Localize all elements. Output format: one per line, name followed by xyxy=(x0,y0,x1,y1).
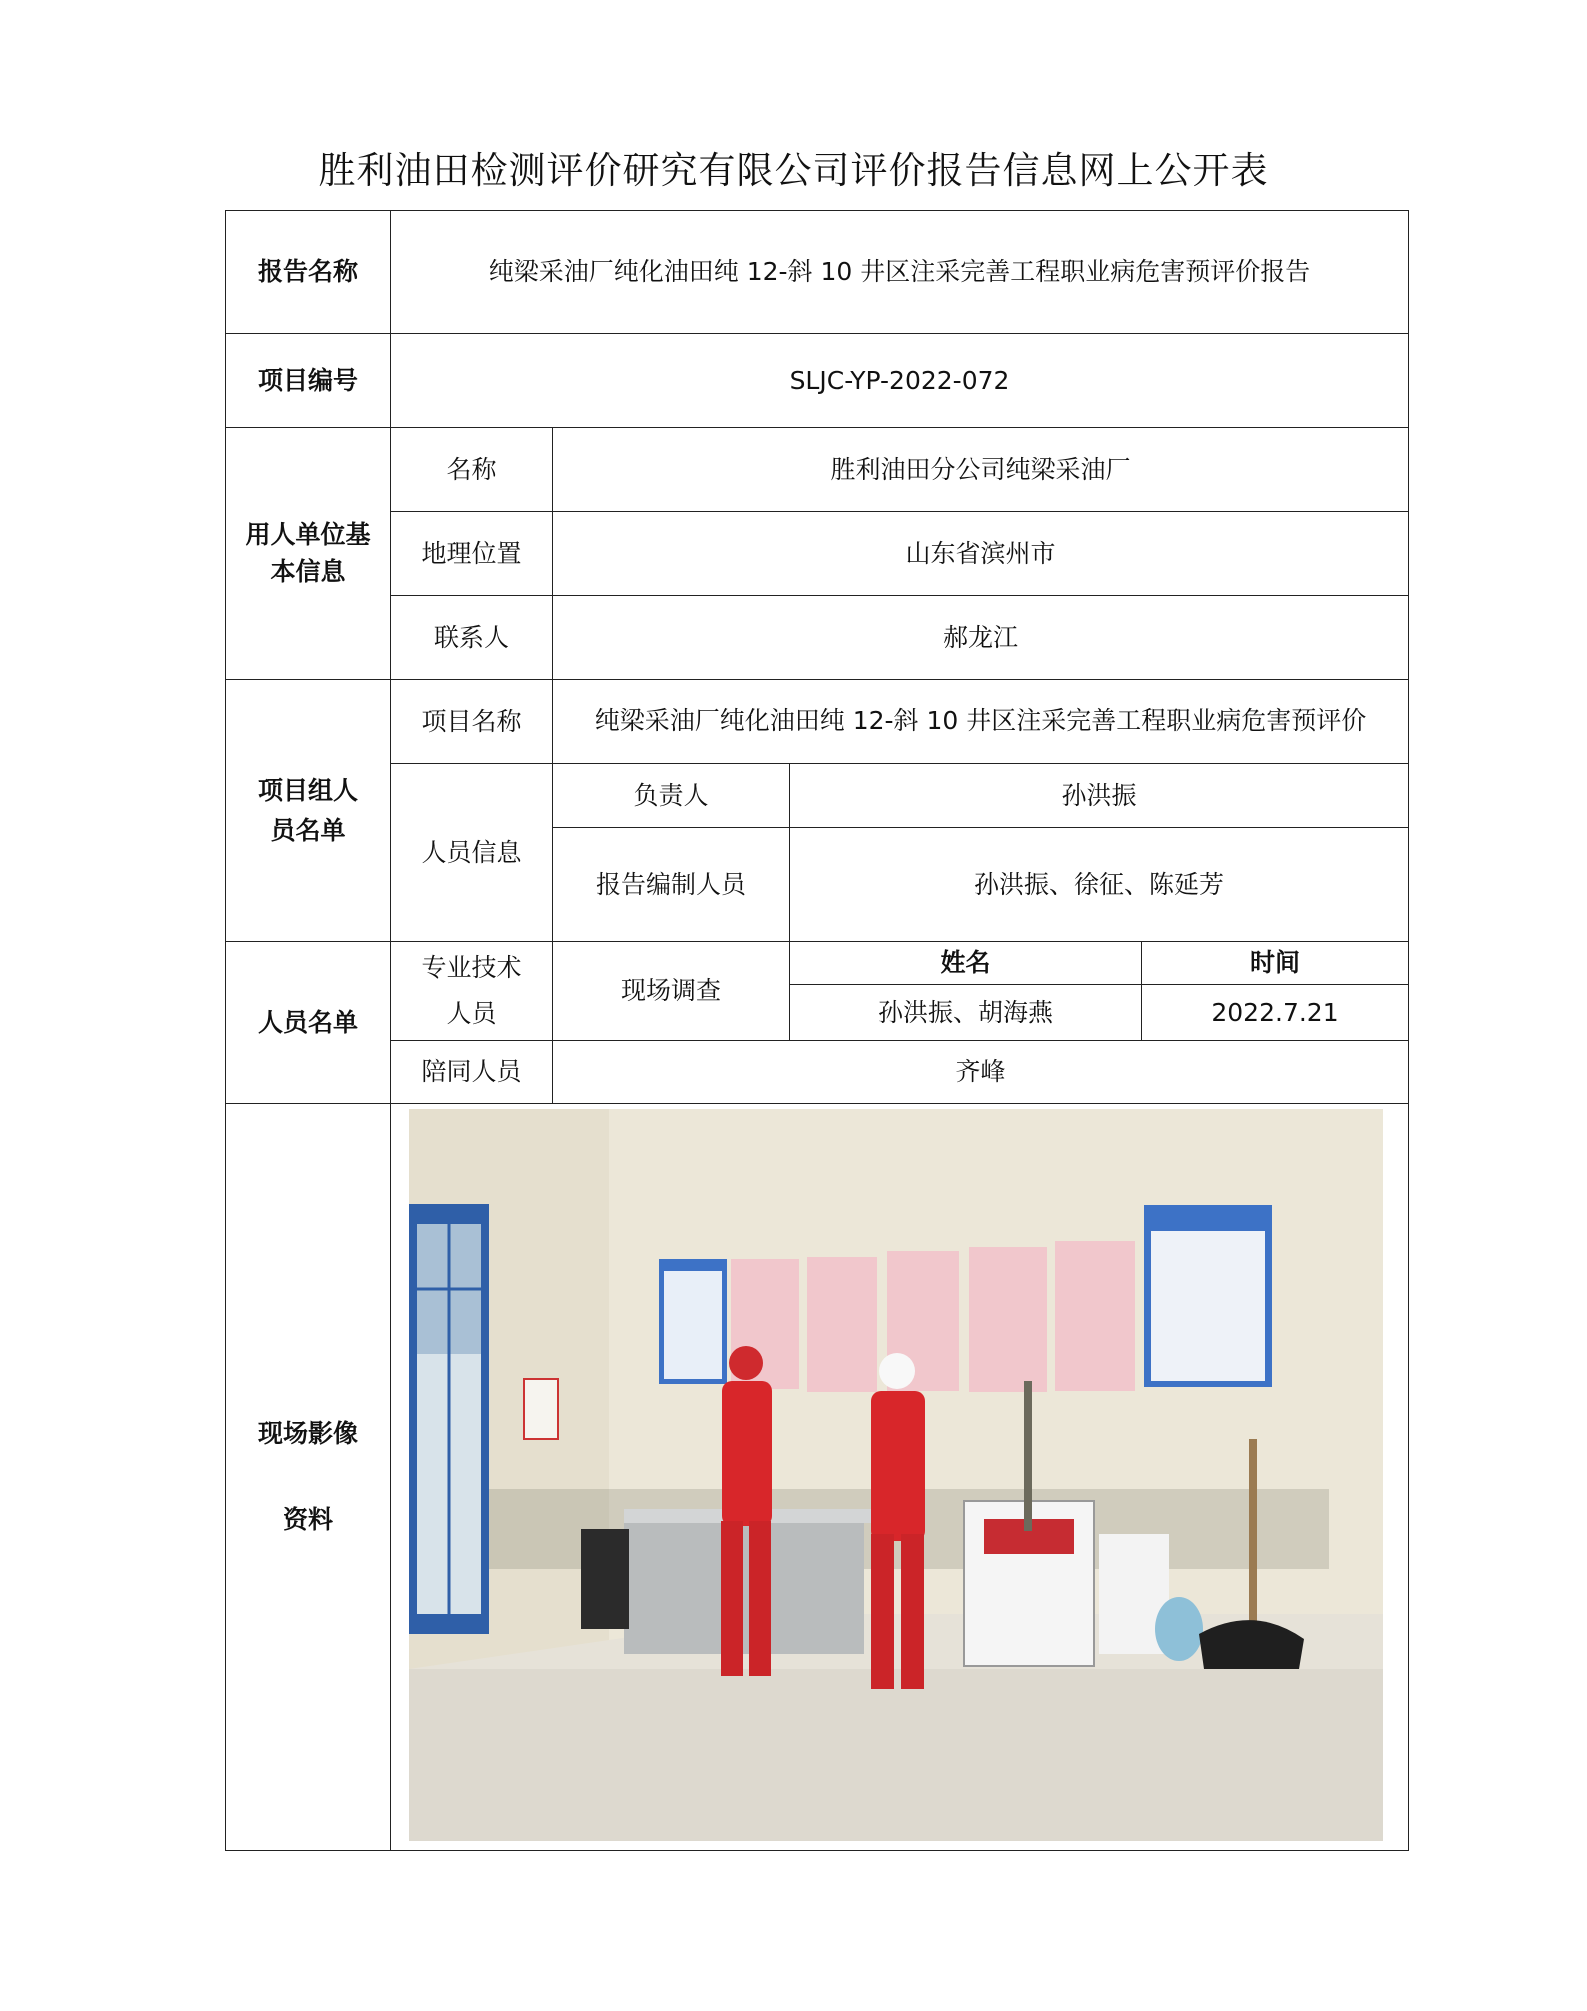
report-name-label: 报告名称 xyxy=(226,211,391,334)
employer-location-label: 地理位置 xyxy=(391,512,553,596)
team-section-text: 项目组人员名单 xyxy=(257,775,358,845)
employer-section-text: 用人单位基本信息 xyxy=(245,520,371,586)
team-section-label xyxy=(226,680,391,942)
survey-label: 现场调查 xyxy=(553,942,790,1041)
employer-name-label: 名称 xyxy=(391,428,553,512)
name-header: 姓名 xyxy=(790,942,1142,985)
staff-section-label: 人员名单 xyxy=(226,942,391,1104)
employer-name-value: 胜利油田分公司纯梁采油厂 xyxy=(553,428,1409,512)
accompany-label: 陪同人员 xyxy=(391,1041,553,1104)
photo-label-line1: 现场影像 xyxy=(257,1418,358,1448)
survey-names: 孙洪振、胡海燕 xyxy=(790,985,1142,1041)
employer-location-value: 山东省滨州市 xyxy=(553,512,1409,596)
employer-section-label xyxy=(226,428,391,680)
disclosure-table xyxy=(225,210,1409,1851)
writers-label: 报告编制人员 xyxy=(553,828,790,942)
employer-contact-label: 联系人 xyxy=(391,596,553,680)
project-name-label: 项目名称 xyxy=(391,680,553,764)
time-header: 时间 xyxy=(1142,942,1409,985)
tech-staff-text: 专业技术人员 xyxy=(421,952,522,1028)
survey-date: 2022.7.21 xyxy=(1142,985,1409,1041)
tech-staff-label xyxy=(391,942,553,1041)
photo-section-label xyxy=(226,1104,391,1851)
leader-value: 孙洪振 xyxy=(790,764,1409,828)
report-name-value: 纯梁采油厂纯化油田纯 12-斜 10 井区注采完善工程职业病危害预评价报告 xyxy=(391,211,1409,334)
photo-label-line2: 资料 xyxy=(282,1505,333,1534)
page-title: 胜利油田检测评价研究有限公司评价报告信息网上公开表 xyxy=(318,149,1269,192)
project-name-value: 纯梁采油厂纯化油田纯 12-斜 10 井区注采完善工程职业病危害预评价 xyxy=(553,680,1409,764)
photo-cell xyxy=(391,1104,1409,1851)
writers-value: 孙洪振、徐征、陈延芳 xyxy=(790,828,1409,942)
accompany-value: 齐峰 xyxy=(553,1041,1409,1104)
employer-contact-value: 郝龙江 xyxy=(553,596,1409,680)
project-id-label: 项目编号 xyxy=(226,334,391,428)
project-id-value: SLJC-YP-2022-072 xyxy=(391,334,1409,428)
leader-label: 负责人 xyxy=(553,764,790,828)
site-photo xyxy=(409,1109,1383,1841)
personnel-label: 人员信息 xyxy=(391,764,553,942)
